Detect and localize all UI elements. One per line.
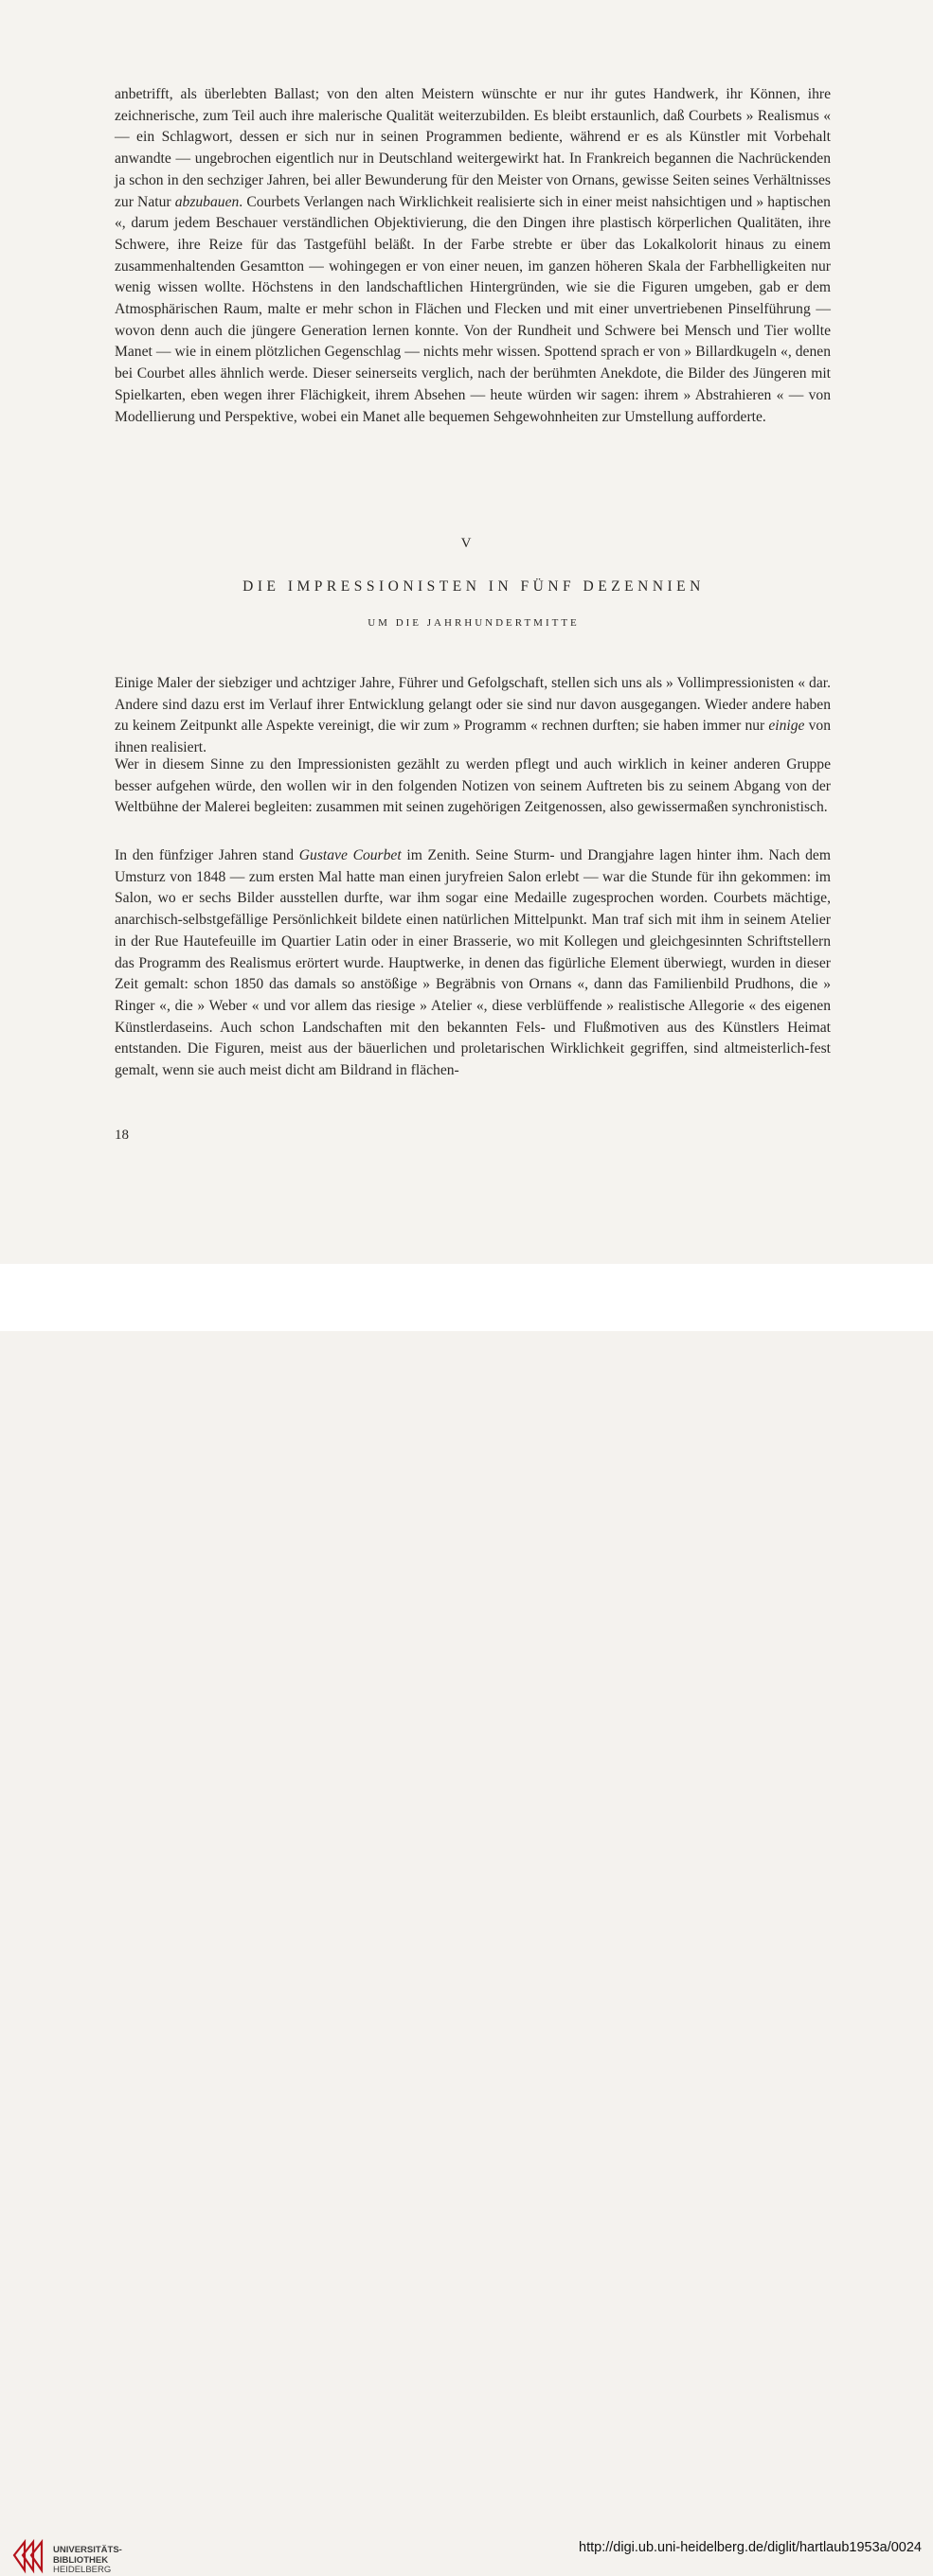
page-number: 18 [115,1128,129,1143]
library-logo-icon [11,2538,45,2574]
library-name-line: HEIDELBERG [53,2565,112,2575]
paragraph-text: anbetrifft, als überlebten Ballast; von den alten Meistern wünschte er nur ihr gutes Handwerk, ihr Können, ihre zeichnerische, zum Teil auch ihre malerische Qualität weiterzubilden. Es bleibt erstaunlich, daß Courbets » Realismus « — ein Schlagwort, dessen er sich nur in seinen Programmen bediente, während er es als Künstler mit Vorbehalt anwandte — ungebrochen eigentlich nur in Deutschland weitergewirkt hat. In Frankreich begannen die Nachrückenden ja schon in den sechziger Jahren, bei aller Bewunderung für den Meister von Ornans, gewisse Seiten seines Verhältnisses zur Natur [115,86,831,210]
paragraph-text: In den fünfziger Jahren stand [115,847,295,863]
library-footer [0,1264,933,2575]
emphasis-text: einige [768,718,805,735]
section-title: DIE IMPRESSIONISTEN IN FÜNF DEZENNIEN [242,578,705,595]
scanned-page [0,0,933,1264]
paragraph-text: im Zenith. Seine Sturm- und Drangjahre lagen hinter ihm. Nach dem Umsturz von 1848 — zum ersten Mal hatte man einen juryfreien Salon erlebt — war die Stunde für ihn gekommen: im Salon, wo er sechs Bilder ausstellen durfte, war ihm sogar eine Medaille zugesprochen worden. Courbets mächtige, anarchisch-selbstgefällige Persönlichkeit bildete einen natürlichen Mittelpunkt. Man traf sich mit ihm in seinem Atelier in der Rue Hautefeuille im Quartier Latin oder in einer Brasserie, wo mit Kollegen und gleichgesinnten Schriftstellern das Programm des Realismus erörtert wurde. Hauptwerke, in denen das figürliche Element überwiegt, wurden in dieser Zeit gemalt: schon 1850 das damals so anstößige » Begräbnis von Ornans «, dann das Familienbild Prudhons, die » Ringer «, die » Weber « und vor allem das riesige » Atelier «, diese verblüffende » realistische Allegorie « des eigenen Künstlerdaseins. Auch schon Landschaften mit den bekannten Fels- und Flußmotiven aus des Künstlers Heimat entstanden. Die Figuren, meist aus der bäuerlichen und proletarischen Wirklichkeit gegriffen, sind altmeisterlich-fest gemalt, wenn sie auch meist dicht am Bildrand in flächen- [115,847,831,1079]
paragraph-text: Einige Maler der siebziger und achtziger Jahre, Führer und Gefolgschaft, stellen sich uns als » Vollimpressionisten « dar. Andere sind dazu erst im Verlauf ihrer Entwicklung gelangt oder sie sind nur davon ausgegangen. Wieder andere haben zu keinem Zeitpunkt alle Aspekte vereinigt, die wir zum » Programm « rechnen durften; sie haben immer nur [115,675,831,735]
emphasis-text: abzubauen [174,193,240,210]
library-name-line: BIBLIOTHEK [53,2554,109,2566]
emphasis-text: Gustave Courbet [298,847,402,863]
paragraph-text: von ihnen realisiert. [115,718,831,756]
library-name-line: UNIVERSITÄTS- [53,2545,122,2555]
body-paragraph [115,84,831,428]
section-subtitle: UM DIE JAHRHUNDERTMITTE [368,617,580,629]
source-url-link[interactable]: http://digi.ub.uni-heidelberg.de/diglit/hartlaub1953a/0024 [579,2540,922,2555]
library-name [53,2546,122,2576]
body-paragraph [115,845,831,1082]
body-paragraph [115,673,831,759]
body-paragraph: Wer in diesem Sinne zu den Impressionisten gezählt zu werden pflegt und auch wirklich in keiner anderen Gruppe besser aufgehen würde, den wollen wir in den folgenden Notizen von seinem Auftreten bis zu seinem Abgang von der Weltbühne der Malerei begleiten: zusammen mit seinen zugehörigen Zeitgenossen, also gewissermaßen synchronistisch. [115,756,831,816]
section-number: V [460,536,473,551]
paragraph-text: . Courbets Verlangen nach Wirklichkeit realisierte sich in einer meist nahsichtigen und » haptischen «, darum jedem Beschauer verständlichen Objektivierung, die den Dingen ihre plastisch körperlichen Qualitäten, ihre Schwere, ihre Reize für das Tastgefühl beläßt. In der Farbe strebte er über das Lokalkolorit hinaus zu einem zusammenhaltenden Gesamtton — wohingegen er von einer neuen, im ganzen höheren Skala der Farbhelligkeiten nur wenig wissen wollte. Höchstens in den landschaftlichen Hintergründen, wie sie die Figuren umgeben, gab er dem Atmosphärischen Raum, malte er mehr schon in Flächen und Flecken und mit einer unvertriebenen Pinselführung — wovon denn auch die jüngere Generation lernen konnte. Von der Rundheit und Schwere bei Mensch und Tier wollte Manet — wie in einem plötzlichen Gegenschlag — nichts mehr wissen. Spottend sprach er von » Billardkugeln «, denen bei Courbet alles ähnlich werde. Dieser seinerseits verglich, nach der berühmten Anekdote, die Bilder des Jüngeren mit Spielkarten, eben wegen ihrer Flächigkeit, ihrem Absehen — heute würden wir sagen: ihrem » Abstrahieren « — von Modellierung und Perspektive, wobei ein Manet alle bequemen Sehgewohnheiten zur Umstellung aufforderte. [115,193,831,425]
